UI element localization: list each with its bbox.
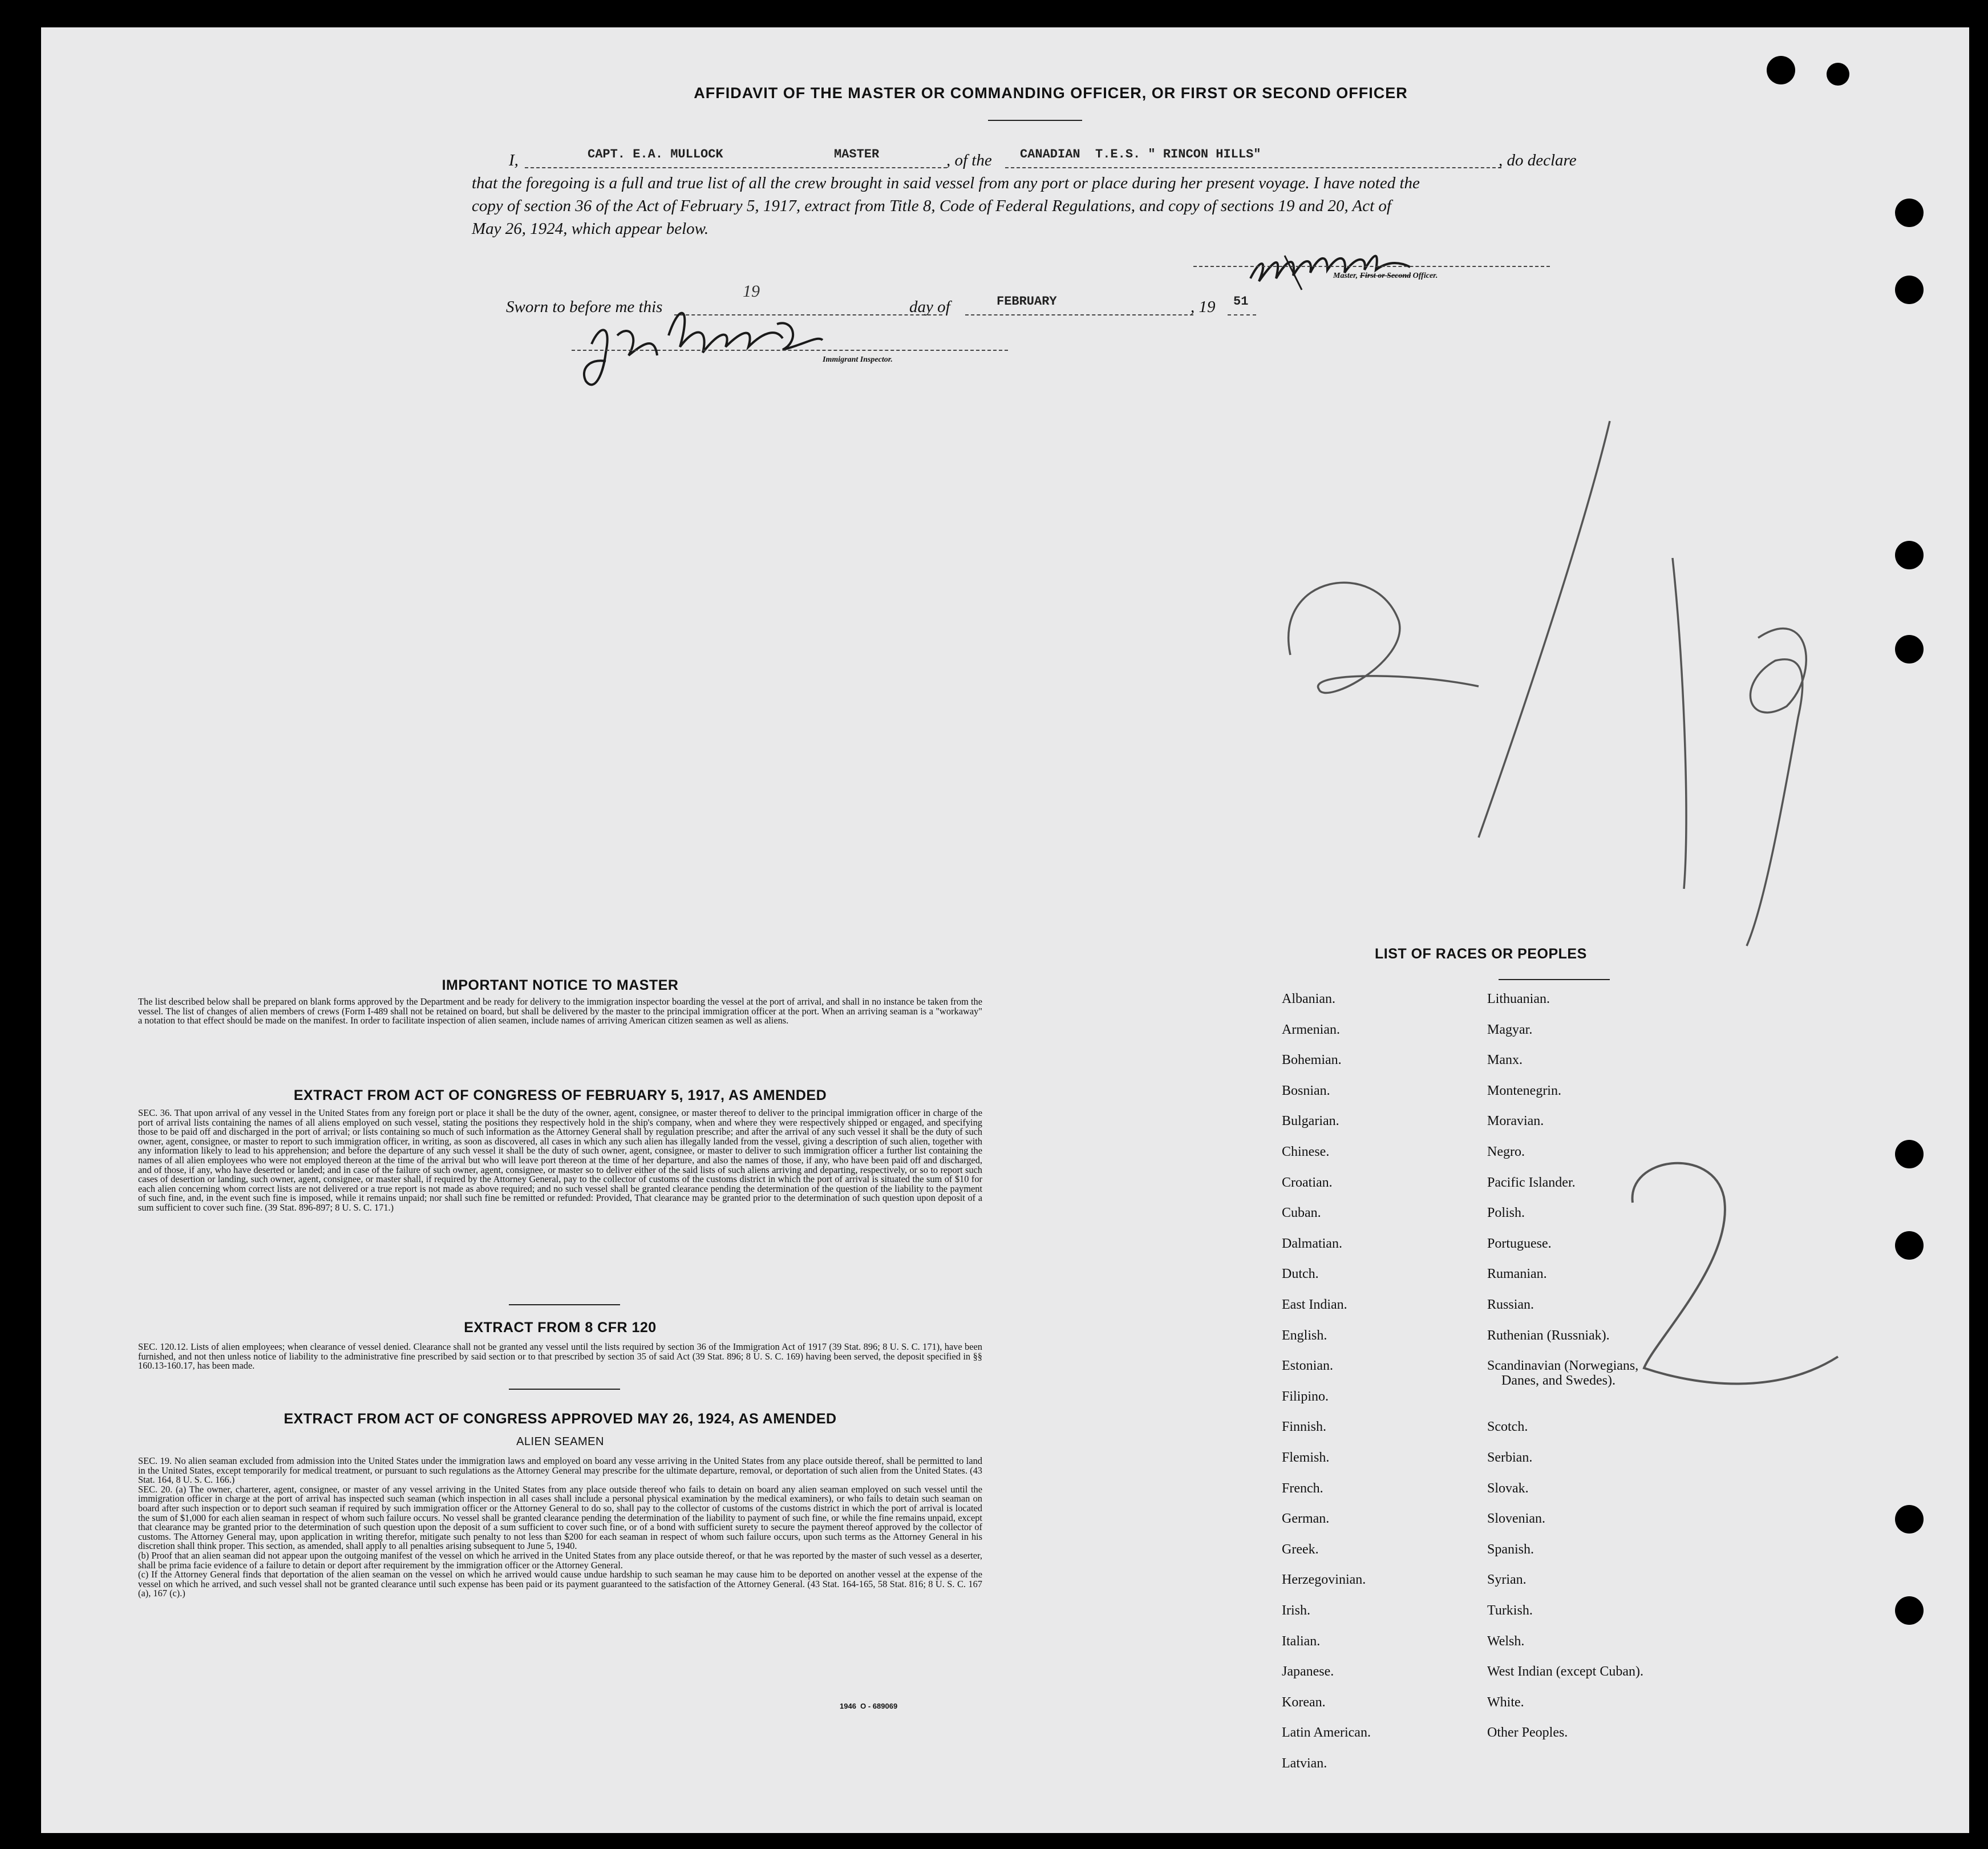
- affidavit-line-4: May 26, 1924, which appear below.: [472, 220, 709, 238]
- race-item: Turkish.: [1487, 1603, 1533, 1618]
- race-item: Bohemian.: [1282, 1053, 1342, 1068]
- year-field: 51: [1233, 294, 1249, 309]
- race-item: Italian.: [1282, 1633, 1321, 1649]
- race-item: Japanese.: [1282, 1664, 1334, 1680]
- race-item: Ruthenian (Russniak).: [1487, 1328, 1610, 1343]
- extract-1924-text: [138, 1456, 982, 1599]
- affidavit-line-2: that the foregoing is a full and true list of all the crew brought in said vessel from any port or place during her present voyage. I have noted the: [472, 174, 1420, 192]
- race-item: Danes, and Swedes).: [1501, 1373, 1615, 1389]
- race-item: Serbian.: [1487, 1450, 1533, 1465]
- race-item: Greek.: [1282, 1541, 1319, 1557]
- master-caption-end: Officer.: [1412, 272, 1438, 280]
- master-caption-struck: First or Second: [1359, 272, 1411, 280]
- race-item: Spanish.: [1487, 1541, 1534, 1557]
- race-item: Montenegrin.: [1487, 1083, 1561, 1098]
- sec-19-paragraph: SEC. 19. No alien seaman excluded from admission into the United States under the immigration laws and employed on board any vesse arriving in the United States from any place outside thereof, shall be permitted to land in the United States, except temporarily for medical treatment, or pursuant to such regulations as the Attorney General may prescribe for the ultimate departure, removal, or deportation of such alien from the United States. (43 Stat. 164, 8 U. S. C. 166.): [138, 1455, 982, 1486]
- race-item: Herzegovinian.: [1282, 1572, 1366, 1588]
- race-item: French.: [1282, 1480, 1323, 1496]
- race-item: Cuban.: [1282, 1205, 1321, 1221]
- sworn-day-value: 19: [743, 282, 760, 301]
- notice-heading: IMPORTANT NOTICE TO MASTER: [442, 977, 679, 993]
- race-item: Finnish.: [1282, 1419, 1327, 1435]
- race-item: Welsh.: [1487, 1633, 1525, 1649]
- year-prefix: , 19: [1191, 298, 1216, 316]
- race-item: Bulgarian.: [1282, 1114, 1339, 1129]
- race-item: Moravian.: [1487, 1114, 1544, 1129]
- race-item: Portuguese.: [1487, 1236, 1552, 1251]
- extract-cfr-text: SEC. 120.12. Lists of alien employees; when clearance of vessel denied. Clearance shall not be granted any vessel until the lists required by section 36 of the Immigration Act of 1917 (39 Stat. 896; 8 U. S. C. 171), have been furnished, and not then unless notice of liability to the administrative fine prescribed by said section or to that prescribed by section 35 of said Act (39 Stat. 896; 8 U. S. C. 169) having been served, the deposit specified in §§ 160.13-160.17, has been made.: [138, 1341, 982, 1371]
- i-label: I,: [509, 151, 519, 169]
- race-item: East Indian.: [1282, 1297, 1347, 1312]
- race-item: Dalmatian.: [1282, 1236, 1342, 1251]
- affidavit-line-3: copy of section 36 of the Act of February 5, 1917, extract from Title 8, Code of Federal Regulations, and copy of sections 19 and 20, Act of: [472, 197, 1391, 215]
- race-item: Latin American.: [1282, 1725, 1371, 1741]
- sec-20b-paragraph: (b) Proof that an alien seaman did not appear upon the outgoing manifest of the vessel on which he arrived in the United States from any place outside thereof, or that he was reported by the master of such vessel as a deserter, shall be prima facie evidence of a failure to detain or deport after requirement by the immigration officer or the Attorney General.: [138, 1549, 982, 1571]
- affidavit-title: AFFIDAVIT OF THE MASTER OR COMMANDING OFFICER, OR FIRST OR SECOND OFFICER: [694, 84, 1408, 102]
- race-item: Russian.: [1487, 1297, 1534, 1312]
- document-page: [41, 27, 1969, 1833]
- extract-1917-text: SEC. 36. That upon arrival of any vessel in the United States from any foreign port or place it shall be the duty of the owner, agent, consignee, or master thereof to deliver to the principal immigration officer in charge of the port of arrival lists containing the names of all aliens employed on such vessel, stating the positions they respectively hold in the ship's company, when and where they were respectively shipped or engaged, and specifying those to be paid off and discharged in the port of arrival; or lists containing so much of such information as the Attorney General shall by regulation prescribe; and after the arrival of any such vessel it shall be the duty of such owner, agent, consignee, or master to report to such immigration officer, in writing, as soon as discovered, all cases in which any such alien has illegally landed from the vessel, giving a description of such alien, together with any information likely to lead to his apprehension; and before the departure of any such vessel it shall be the duty of such owner, agent, consignee, or master to deliver to such immigration officer a further list containing the names of all alien employees who were not employed thereon at the time of the arrival but who will leave port thereon at the time of her departure, and also the names of those, if any, who have been paid off and discharged, and of those, if any, who have deserted or landed; and in case of the failure of such owner, agent, consignee, or master so to deliver either of the said lists of such aliens arriving and departing, respectively, or so to report such cases of desertion or landing, such owner, agent, consignee, or master shall, if required by the Attorney General, pay to the collector of customs of the customs district in which the port of arrival is situated the sum of $10 for each alien concerning whom correct lists are not delivered or a true report is not made as above required; and no such vessel shall be granted clearance pending the determination of the question of the liability to the payment of such fine, and, in the event such fine is imposed, while it remains unpaid; nor shall such fine be remitted or refunded: Provided, That clearance may be granted prior to the determination of such question upon deposit of a sum sufficient to cover such fine. (39 Stat. 896-897; 8 U. S. C. 171.): [138, 1107, 982, 1213]
- race-item: Croatian.: [1282, 1175, 1333, 1190]
- race-item: Pacific Islander.: [1487, 1175, 1576, 1190]
- extract-cfr-heading: EXTRACT FROM 8 CFR 120: [464, 1320, 657, 1336]
- race-item: Dutch.: [1282, 1267, 1319, 1282]
- rank-field: MASTER: [834, 147, 880, 161]
- race-item: German.: [1282, 1511, 1330, 1527]
- race-item: Other Peoples.: [1487, 1725, 1568, 1741]
- print-code: 1946 O - 689069: [840, 1702, 898, 1710]
- race-item: Lithuanian.: [1487, 992, 1550, 1006]
- master-name-field: CAPT. E.A. MULLOCK: [588, 147, 723, 161]
- section-rule: [509, 1389, 620, 1390]
- race-item: Flemish.: [1282, 1450, 1330, 1465]
- do-declare-label: , do declare: [1499, 151, 1577, 169]
- race-item: Korean.: [1282, 1694, 1326, 1710]
- race-item: Negro.: [1487, 1144, 1525, 1159]
- race-item: Rumanian.: [1487, 1267, 1547, 1282]
- sec-20c-paragraph: (c) If the Attorney General finds that deportation of the alien seaman on the vessel on which he arrived would cause undue hardship to such seaman he may cause him to be deported on another vessel at the expense of the vessel on which he arrived, and such vessel shall not be granted clearance until such expense has been paid or its payment guaranteed to the satisfaction of the Attorney General. (43 Stat. 164-165, 58 Stat. 816; 8 U. S. C. 167 (a), 167 (c).): [138, 1569, 982, 1599]
- vessel-field: CANADIAN T.E.S. " RINCON HILLS": [1020, 147, 1261, 161]
- inspector-caption: Immigrant Inspector.: [823, 355, 893, 364]
- races-heading: LIST OF RACES OR PEOPLES: [1375, 946, 1587, 962]
- race-item: Latvian.: [1282, 1756, 1327, 1771]
- race-item: Slovak.: [1487, 1480, 1529, 1496]
- sec-20a-paragraph: SEC. 20. (a) The owner, charterer, agent, consignee, or master of any vessel arriving in the United States from any place outside thereof who fails to detain on board any alien seaman employed on such vessel until the immigration officer in charge at the port of arrival has inspected such seaman (which inspection in all cases shall include a personal physical examination by the medical examiners), or who fails to detain such seaman on board after such inspection or to deport such seaman if required by such immigration officer or the Attorney General to do so, shall pay to the collector of customs of the customs district in which the port of arrival is located the sum of $1,000 for each alien seaman in respect of whom such failure occurs. No vessel shall be granted clearance pending the determination of the liability to payment of such fine, or while the fine remains unpaid, except that clearance may be granted prior to the determination of such question upon the deposit of a sum sufficient to cover such fine, or of a bond with sufficient surety to secure the payment thereof approved by the collector of customs. The Attorney General may, upon application in writing therefor, mitigate such penalty to not less than $200 for each seaman in respect of whom such failure occurs, upon such terms as the Attorney General in his discretion shall think proper. This section, as amended, shall apply to all penalties arising subsequent to June 5, 1940.: [138, 1483, 982, 1552]
- race-item: Polish.: [1487, 1205, 1525, 1221]
- race-item: Irish.: [1282, 1603, 1310, 1618]
- day-of-label: day of: [909, 298, 950, 316]
- extract-1924-heading: EXTRACT FROM ACT OF CONGRESS APPROVED MAY 26, 1924, AS AMENDED: [284, 1411, 837, 1427]
- extract-1917-heading: EXTRACT FROM ACT OF CONGRESS OF FEBRUARY 5, 1917, AS AMENDED: [293, 1087, 827, 1103]
- race-item: Scotch.: [1487, 1419, 1528, 1435]
- race-item: White.: [1487, 1694, 1524, 1710]
- race-item: Filipino.: [1282, 1389, 1329, 1404]
- alien-seamen-subheading: ALIEN SEAMEN: [516, 1435, 604, 1448]
- race-item: Bosnian.: [1282, 1083, 1330, 1098]
- race-item: Armenian.: [1282, 1022, 1340, 1037]
- race-item: Estonian.: [1282, 1358, 1333, 1374]
- race-item: Albanian.: [1282, 992, 1335, 1006]
- races-rule: [1499, 979, 1610, 980]
- sworn-label: Sworn to before me this: [506, 298, 663, 316]
- of-the-label: , of the: [946, 151, 992, 169]
- notice-text: The list described below shall be prepared on blank forms approved by the Department and be ready for delivery to the immigration inspector boarding the vessel at the port of arrival, and shall in no instance be taken from the vessel. The list of changes of alien members of crews (Form I-489 shall not be retained on board, but shall be delivered by the master to the principal immigration officer at the port. When an arriving seaman is a "workaway" a notation to that effect should be made on the manifest. In order to facilitate inspection of alien seamen, include names of arriving American citizen seamen as well as aliens.: [138, 996, 982, 1026]
- section-rule: [509, 1304, 620, 1305]
- race-item: Syrian.: [1487, 1572, 1527, 1588]
- race-item: Scandinavian (Norwegians,: [1487, 1358, 1639, 1374]
- race-item: Slovenian.: [1487, 1511, 1545, 1527]
- master-caption-label: Master,: [1333, 272, 1358, 280]
- race-item: Chinese.: [1282, 1144, 1330, 1159]
- race-item: West Indian (except Cuban).: [1487, 1664, 1643, 1680]
- month-field: FEBRUARY: [997, 294, 1057, 309]
- race-item: Magyar.: [1487, 1022, 1533, 1037]
- race-item: English.: [1282, 1328, 1327, 1343]
- race-item: Manx.: [1487, 1053, 1523, 1068]
